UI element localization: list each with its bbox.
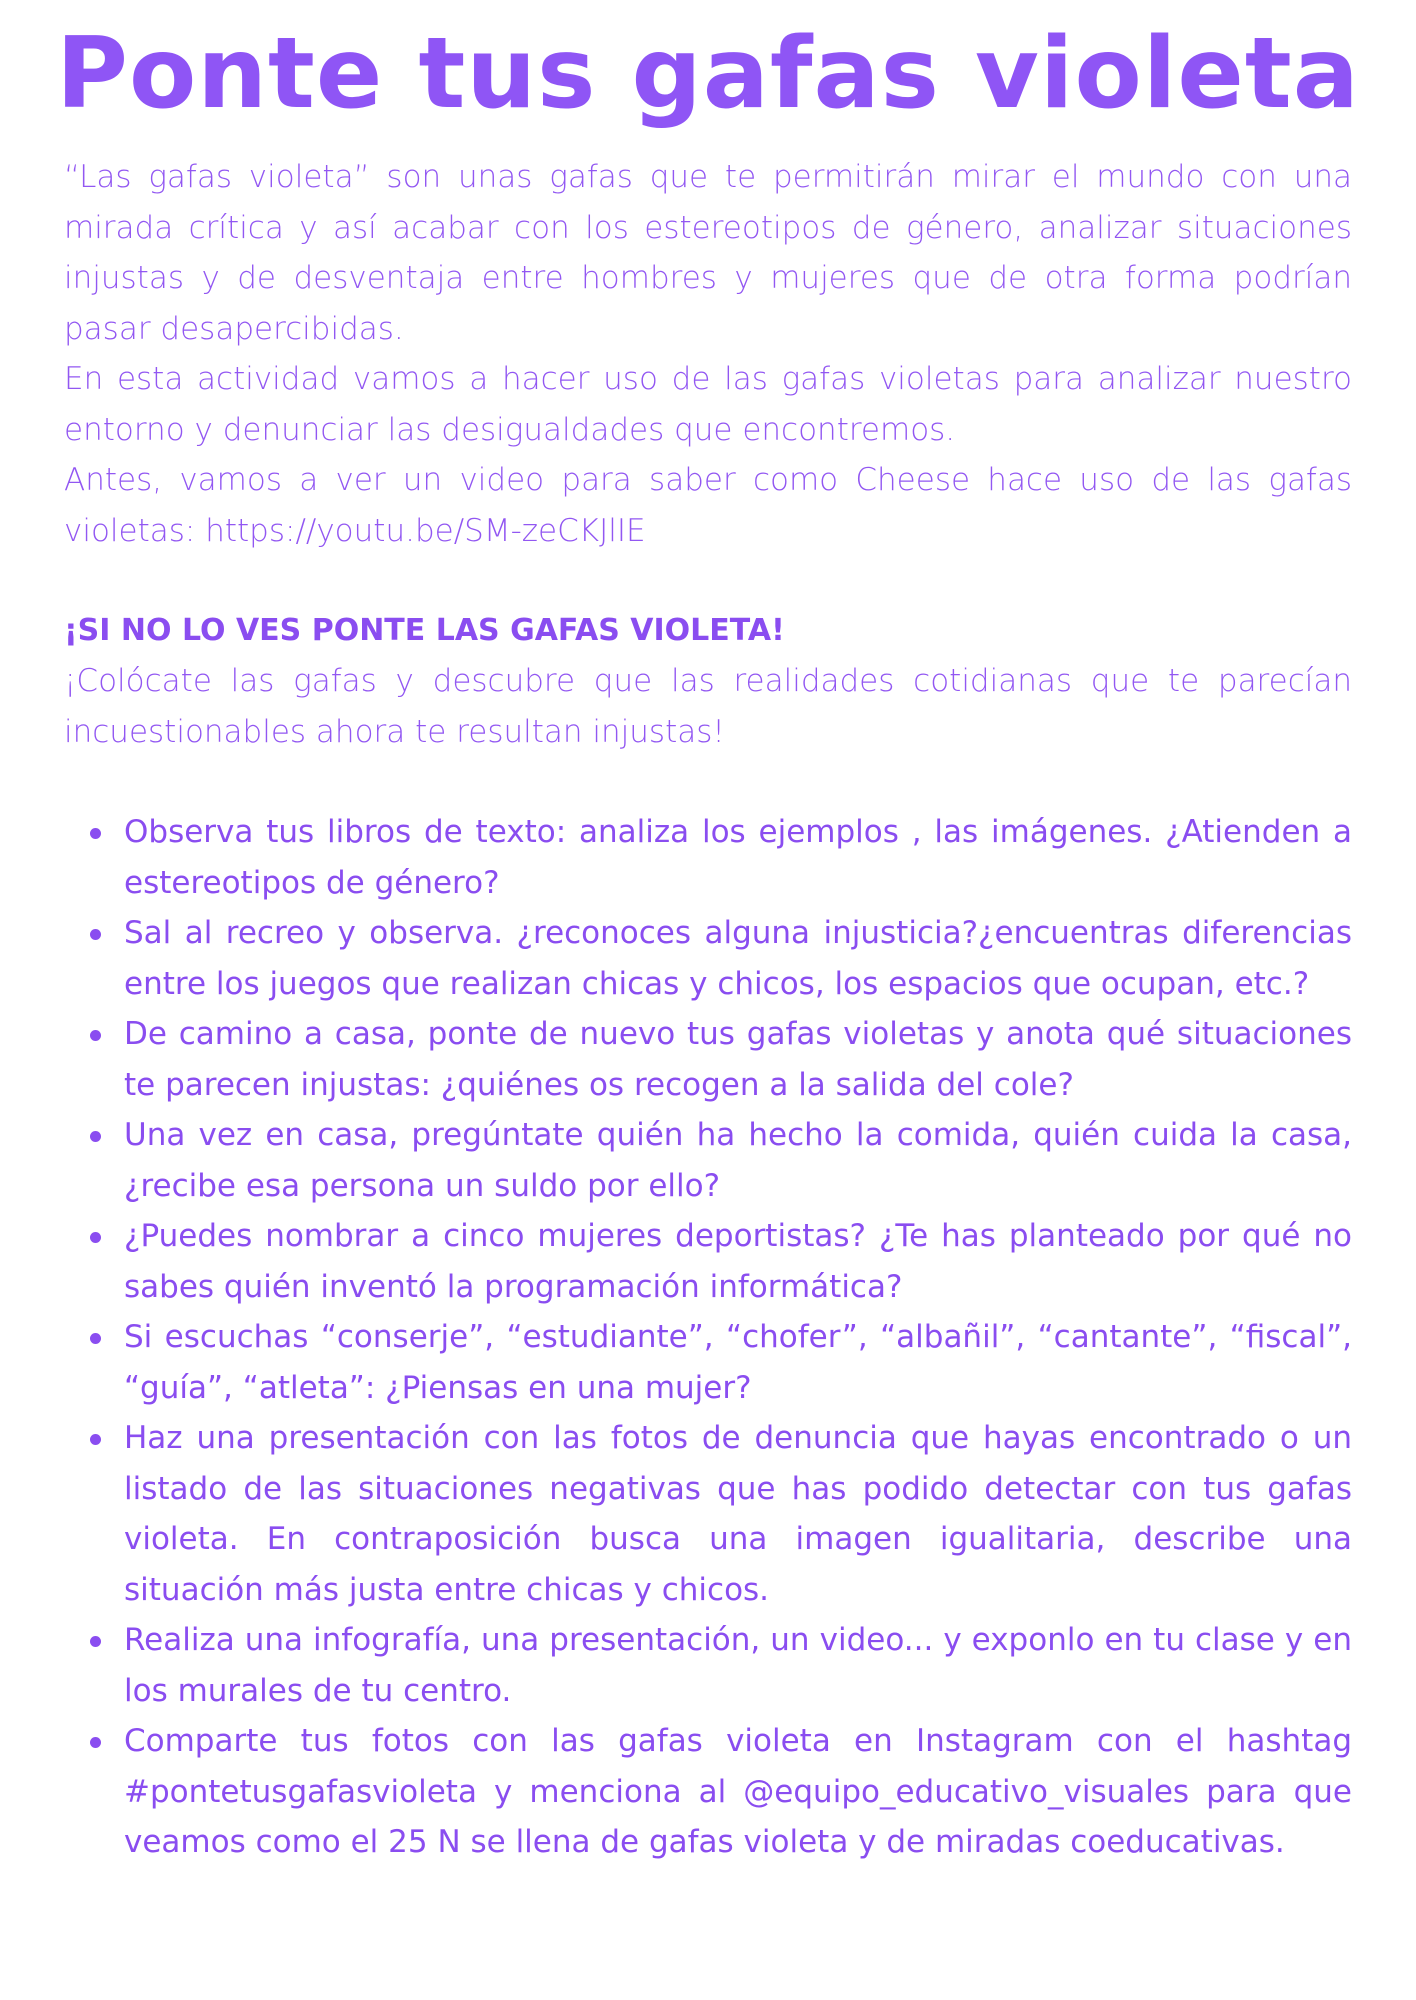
page-title: Ponte tus gafas violeta xyxy=(56,17,1360,131)
intro-paragraph-1: “Las gafas violeta” son unas gafas que te permitirán mirar el mundo con una mirada crítica y así acabar con los estereotipos de género, analizar situaciones injustas y de desventaja entre hombres y mujeres que de otra forma podrían pasar desapercibidas. xyxy=(64,159,1352,347)
list-item-text: De camino a casa, ponte de nuevo tus gafas violetas y anota qué situaciones te parecen injustas: ¿quiénes os recogen a la salida del cole? xyxy=(124,1016,1352,1103)
list-item xyxy=(64,807,1352,908)
bullet-icon xyxy=(90,1131,101,1142)
bullet-icon xyxy=(90,1737,101,1748)
list-item xyxy=(64,908,1352,1009)
callout-heading: ¡SI NO LO VES PONTE LAS GAFAS VIOLETA! xyxy=(64,613,785,648)
activity-list xyxy=(64,807,1352,1868)
list-item-text: Haz una presentación con las fotos de denuncia que hayas encontrado o un listado de las situaciones negativas que has podido detectar con tus gafas violeta. En contraposición busca una imagen igualitaria, describe una situación más justa entre chicas y chicos. xyxy=(124,1420,1352,1608)
list-item xyxy=(64,1211,1352,1312)
list-item xyxy=(64,1413,1352,1615)
list-item-text: Observa tus libros de texto: analiza los ejemplos , las imágenes. ¿Atienden a estereotipos de género? xyxy=(124,814,1352,901)
callout-text: ¡Colócate las gafas y descubre que las realidades cotidianas que te parecían incuestionables ahora te resultan injustas! xyxy=(64,663,1352,750)
intro-paragraph-3: Antes, vamos a ver un video para saber como Cheese hace uso de las gafas violetas: https://youtu.be/SM-zeCKJlIE xyxy=(64,462,1352,549)
list-item xyxy=(64,1110,1352,1211)
list-item-text: Una vez en casa, pregúntate quién ha hecho la comida, quién cuida la casa, ¿recibe esa persona un suldo por ello? xyxy=(124,1117,1352,1204)
bullet-icon xyxy=(90,1030,101,1041)
bullet-icon xyxy=(90,1333,101,1344)
list-item-text: ¿Puedes nombrar a cinco mujeres deportistas? ¿Te has planteado por qué no sabes quién inventó la programación informática? xyxy=(124,1218,1352,1305)
list-item xyxy=(64,1312,1352,1413)
bullet-icon xyxy=(90,828,101,839)
list-item-text: Sal al recreo y observa. ¿reconoces alguna injusticia?¿encuentras diferencias entre los juegos que realizan chicas y chicos, los espacios que ocupan, etc.? xyxy=(124,915,1352,1002)
intro-paragraph-2: En esta actividad vamos a hacer uso de las gafas violetas para analizar nuestro entorno y denunciar las desigualdades que encontremos. xyxy=(64,361,1352,448)
list-item-text: Realiza una infografía, una presentación, un video... y exponlo en tu clase y en los murales de tu centro. xyxy=(124,1622,1352,1709)
list-item xyxy=(64,1615,1352,1716)
list-item xyxy=(64,1009,1352,1110)
bullet-icon xyxy=(90,1232,101,1243)
document-body xyxy=(64,152,1352,1868)
list-item-text: Comparte tus fotos con las gafas violeta en Instagram con el hashtag #pontetusgafasvioleta y menciona al @equipo_educativo_visuales para que veamos como el 25 N se llena de gafas violeta y de miradas coeducativas. xyxy=(124,1723,1352,1860)
list-item xyxy=(64,1716,1352,1868)
bullet-icon xyxy=(90,1636,101,1647)
spacer xyxy=(64,556,1352,606)
list-item-text: Si escuchas “conserje”, “estudiante”, “chofer”, “albañil”, “cantante”, “fiscal”, “guía”, “atleta”: ¿Piensas en una mujer? xyxy=(124,1319,1352,1406)
bullet-icon xyxy=(90,929,101,940)
bullet-icon xyxy=(90,1434,101,1445)
